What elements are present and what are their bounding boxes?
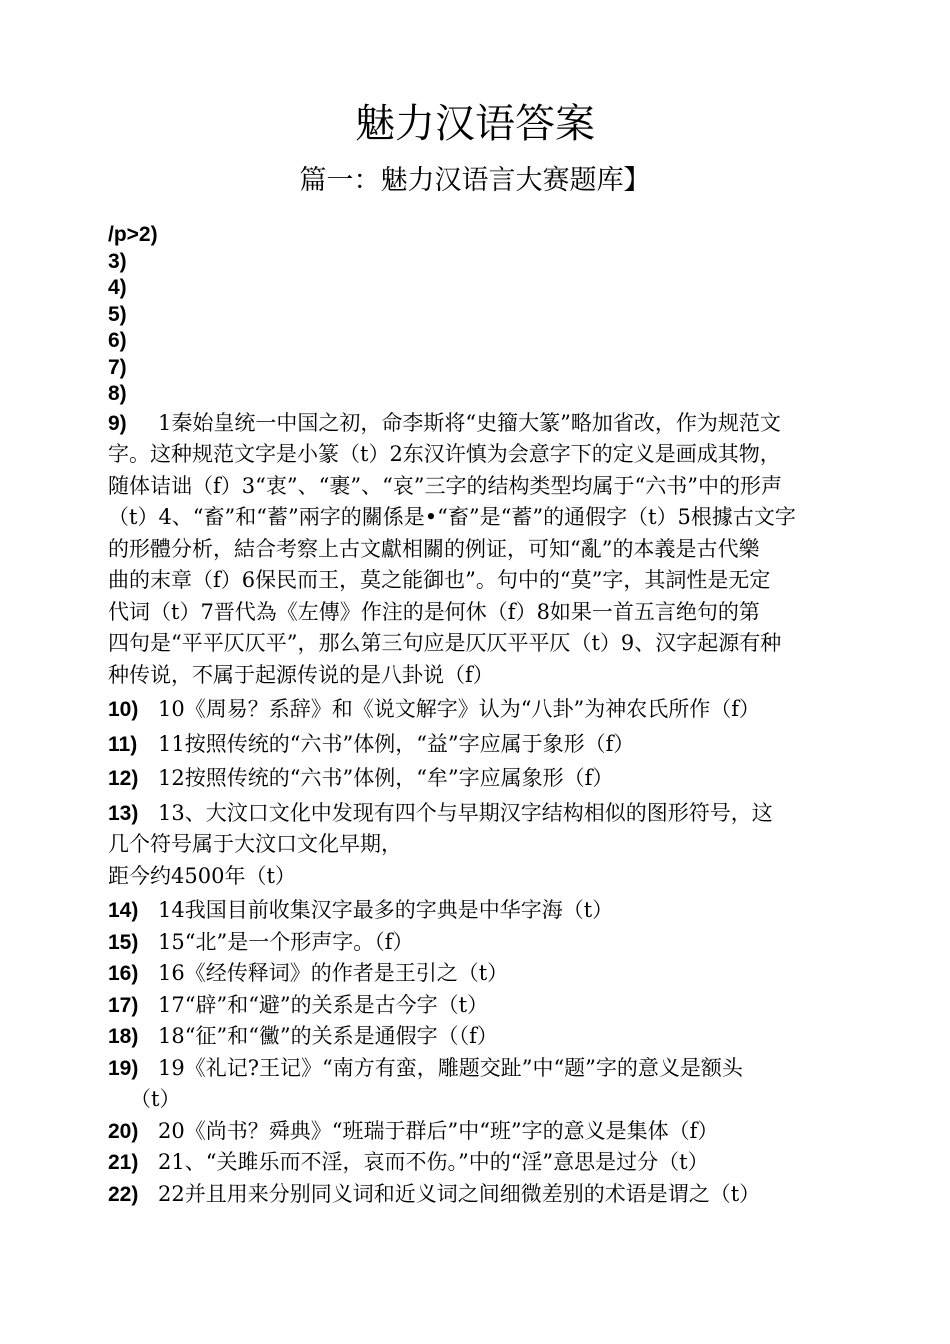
paragraph-line: 随体诘诎（f）3“衷”、“裹”、“哀”三字的结构类型均属于“六书”中的形声 [108, 473, 783, 498]
item-text: 12按照传统的“六书”体例，“牟”字应属象形（f） [158, 766, 614, 790]
list-number: 11) [108, 732, 138, 756]
list-item [108, 958, 848, 990]
item-text: 18“征”和“黴”的关系是通假字（（f） [158, 1024, 498, 1048]
item-text: 10《周易？系辞》和《说文解字》认为“八卦”为神农氏所作（f） [158, 697, 760, 721]
paragraph-line: 种传说，不属于起源传说的是八卦说（f） [108, 662, 494, 687]
list-number: 4) [108, 276, 127, 299]
list-number: 13) [108, 801, 139, 825]
list-item [108, 895, 848, 927]
item-text: 19《礼记?王记》“南方有蛮，雕题交趾”中“题”字的意义是额头 [158, 1055, 743, 1080]
document-body [108, 222, 848, 1210]
paragraph-line: 距今约4500年（t） [108, 863, 296, 888]
list-number: 17) [108, 993, 139, 1017]
list-number: 8) [108, 382, 127, 405]
list-item [108, 927, 848, 959]
list-item [108, 1147, 848, 1179]
item-text: 16《经传释词》的作者是王引之（t） [158, 961, 509, 985]
list-number: 21) [108, 1151, 139, 1174]
list-item [108, 1116, 848, 1148]
list-item [108, 729, 848, 761]
list-item [108, 763, 848, 795]
list-item [108, 1179, 848, 1211]
item-text: 17“辟”和“避”的关系是古今字（t） [158, 992, 489, 1017]
list-number: 19) [108, 1056, 139, 1080]
paragraph-line: （t） [130, 1087, 181, 1111]
list-item [108, 408, 848, 440]
item-text: 20《尚书？舜典》“班瑞于群后”中“班”字的意义是集体（f） [158, 1118, 719, 1143]
list-item [108, 990, 848, 1022]
paragraph-line: 曲的末章（f）6保民而王，莫之能御也”。句中的“莫”字，其詞性是无定 [108, 568, 771, 592]
list-item [108, 1021, 848, 1053]
item-text: 21、“关雎乐而不淫，哀而不伤。”中的“淫”意思是过分（t） [158, 1150, 709, 1174]
paragraph-line: （t）4、“畜”和“蓄”兩字的關係是•“畜”是“蓄”的通假字（t）5根據古文字 [108, 505, 796, 529]
list-item [108, 798, 848, 830]
document-title: 魅力汉语答案 [355, 101, 595, 147]
paragraph-line: 字。这种规范文字是小篆（t）2东汉许慎为会意字下的定义是画成其物， [108, 442, 781, 466]
paragraph-line: 代词（t）7晋代為《左傳》作注的是何休（f）8如果一首五言绝句的第 [108, 599, 760, 624]
paragraph-line: 几个符号属于大汶口文化早期， [108, 832, 402, 856]
list-number: 6) [108, 329, 127, 352]
list-number: 7) [108, 355, 127, 379]
list-number: 5) [108, 302, 127, 326]
list-number: /p>2) [108, 223, 158, 246]
list-number: 10) [108, 698, 139, 721]
list-number: 9) [108, 411, 127, 435]
item-text: 14我国目前收集汉字最多的字典是中华字海（t） [158, 898, 614, 922]
list-number: 22) [108, 1182, 139, 1206]
list-number: 14) [108, 899, 139, 922]
list-number: 15) [108, 930, 139, 954]
item-text: 11按照传统的“六书”体例，“益”字应属于象形（f） [158, 731, 635, 756]
document-subtitle: 篇一：魅力汉语言大赛题库】 [299, 165, 651, 196]
item-text: 1秦始皇统一中国之初，命李斯将“史籀大篆”略加省改，作为规范文 [158, 410, 781, 435]
item-text: 22并且用来分别同义词和近义词之间细微差别的术语是谓之（t） [158, 1181, 761, 1206]
item-text: 15“北”是一个形声字。（f） [158, 929, 414, 954]
list-number: 16) [108, 962, 139, 985]
item-text: 13、大汶口文化中发现有四个与早期汉字结构相似的图形符号，这 [158, 800, 773, 825]
paragraph-line: 四句是“平平仄仄平”，那么第三句应是仄仄平平仄（t）9、汉字起源有种 [108, 631, 782, 655]
list-number: 18) [108, 1025, 139, 1048]
list-number: 12) [108, 767, 139, 790]
paragraph-line: 的形體分析，結合考察上古文獻相關的例证，可知“亂”的本義是古代樂 [108, 536, 760, 561]
list-item [108, 1053, 848, 1085]
list-number: 20) [108, 1119, 139, 1143]
list-item [108, 694, 848, 726]
list-number: 3) [108, 249, 127, 273]
